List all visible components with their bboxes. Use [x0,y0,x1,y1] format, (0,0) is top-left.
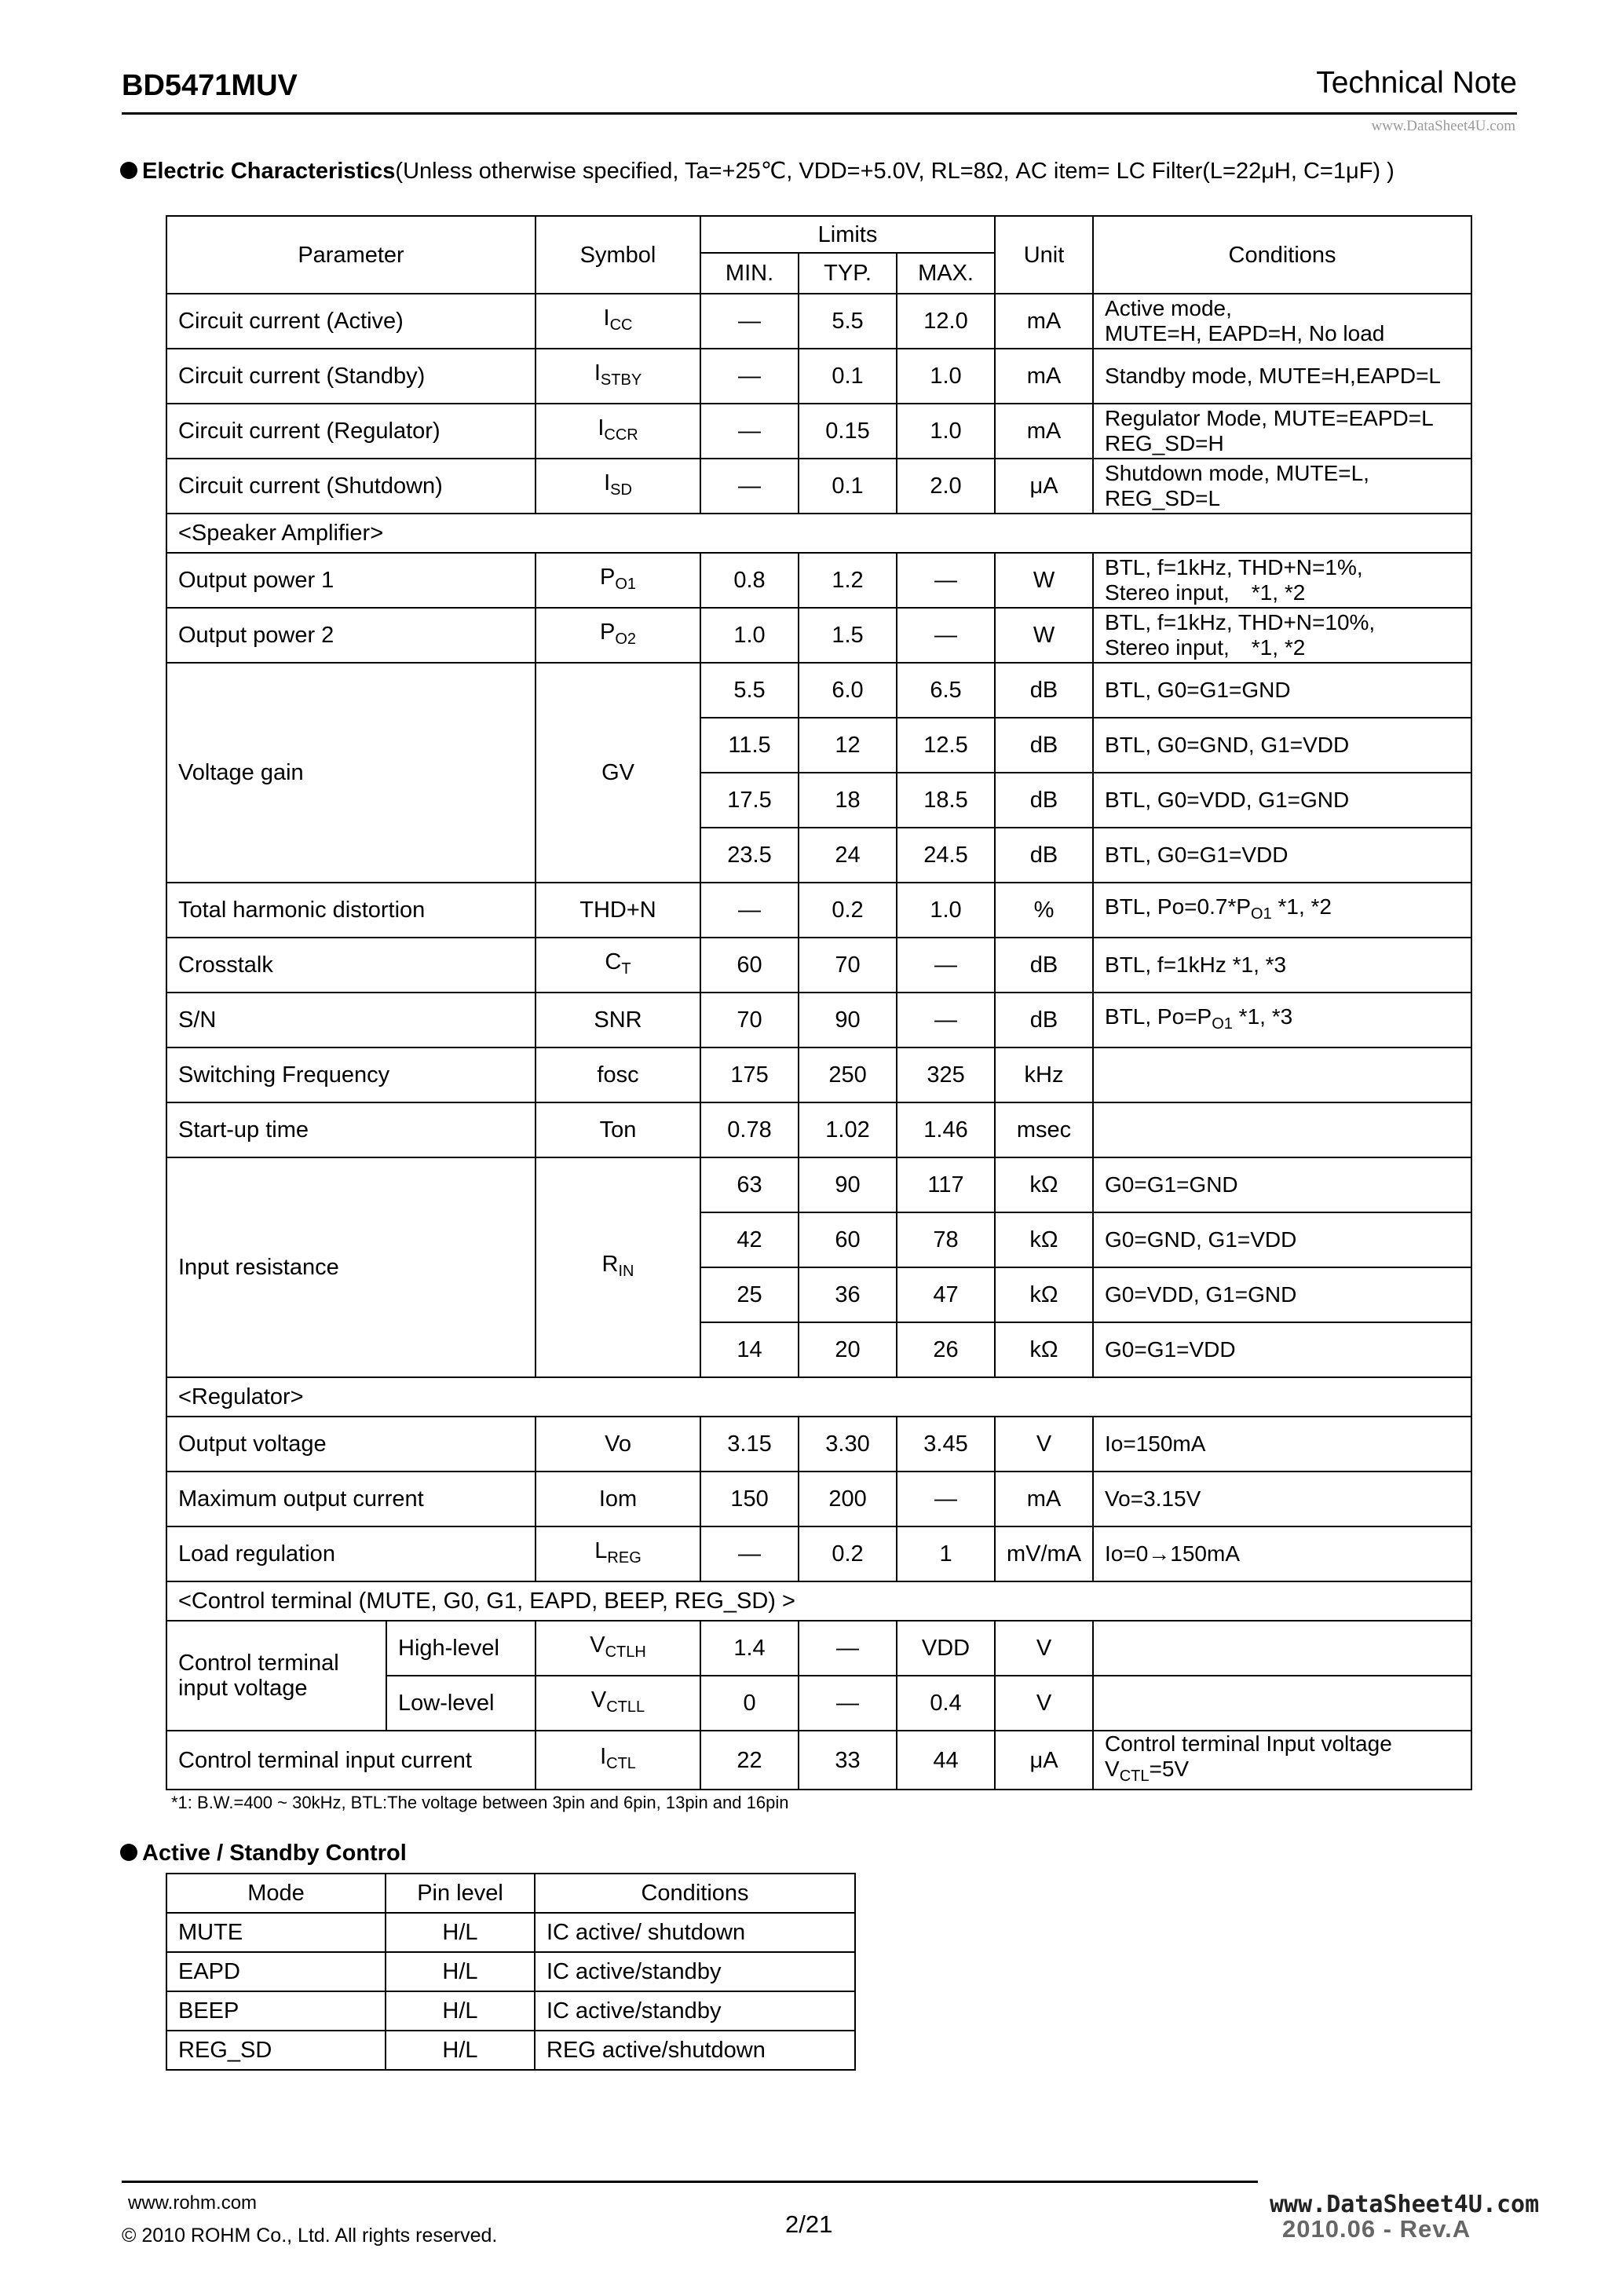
symbol-cell: Ton [536,1102,700,1157]
typ-cell: 90 [799,1157,897,1212]
param-cell: Input resistance [166,1157,536,1377]
max-cell: — [897,608,995,663]
min-cell: 60 [700,938,799,993]
max-cell: 24.5 [897,828,995,883]
pin-cell: H/L [386,2031,535,2070]
min-cell: — [700,883,799,938]
min-cell: 11.5 [700,718,799,773]
table-row [166,294,1471,349]
param-cell: Circuit current (Shutdown) [166,459,536,514]
typ-cell: 70 [799,938,897,993]
unit-cell: kΩ [995,1322,1093,1377]
typ-cell: 6.0 [799,663,897,718]
typ-cell: 0.1 [799,349,897,404]
symbol-cell: Vo [536,1417,700,1472]
max-cell: 1.46 [897,1102,995,1157]
cond-cell: G0=VDD, G1=GND [1093,1267,1471,1322]
min-cell: 42 [700,1212,799,1267]
cond-cell: Vo=3.15V [1093,1472,1471,1526]
cond-cell: Active mode, MUTE=H, EAPD=H, No load [1093,294,1471,349]
pin-cell: H/L [386,1991,535,2031]
param-cell: Circuit current (Regulator) [166,404,536,459]
max-cell: 78 [897,1212,995,1267]
min-cell: 5.5 [700,663,799,718]
header-row [166,216,1471,253]
level-cell: High-level [386,1621,536,1676]
hdr-parameter: Parameter [166,216,536,294]
standby-control-table [166,1873,856,2071]
param-cell: Maximum output current [166,1472,536,1526]
cond-cell: BTL, G0=GND, G1=VDD [1093,718,1471,773]
symbol-cell: $P_{O1}$ [536,553,700,608]
symbol-cell: THD+N [536,883,700,938]
symbol-cell: $L_{REG}$ [536,1526,700,1581]
symbol-cell: $V_{CTLH}$ [536,1621,700,1676]
unit-cell: dB [995,663,1093,718]
typ-cell: 24 [799,828,897,883]
electric-characteristics-table [166,215,1472,1790]
param-cell: Control terminal input voltage [166,1621,386,1731]
param-cell: Control terminal input current [166,1731,536,1790]
typ-cell: 1.2 [799,553,897,608]
table-row [166,1157,1471,1212]
typ-cell: 1.02 [799,1102,897,1157]
symbol-cell: GV [536,663,700,883]
cond-cell [1093,1621,1471,1676]
unit-cell: V [995,1676,1093,1731]
param-cell: Crosstalk [166,938,536,993]
hdr-max: MAX. [897,253,995,294]
unit-cell: μA [995,1731,1093,1790]
param-cell: Voltage gain [166,663,536,883]
unit-cell: mA [995,294,1093,349]
symbol-cell: $C_T$ [536,938,700,993]
table-row [166,993,1471,1047]
standby-section-title [120,1841,407,1866]
cond-cell: Io=0→150mA [1093,1526,1471,1581]
cond-cell: BTL, G0=VDD, G1=GND [1093,773,1471,828]
symbol-cell: $P_{O2}$ [536,608,700,663]
cond-cell: BTL, f=1kHz, THD+N=1%, Stereo input, *1, *2 [1093,553,1471,608]
header-watermark: www.DataSheet4U.com [1371,118,1515,134]
mode-cell: REG_SD [166,2031,386,2070]
typ-cell: 60 [799,1212,897,1267]
footer-copyright: © 2010 ROHM Co., Ltd. All rights reserved. [122,2225,498,2247]
symbol-cell: $I_{CTL}$ [536,1731,700,1790]
max-cell: VDD [897,1621,995,1676]
symbol-cell: Iom [536,1472,700,1526]
max-cell: 6.5 [897,663,995,718]
param-cell: Output power 1 [166,553,536,608]
typ-cell: 250 [799,1047,897,1102]
hdr-conditions: Conditions [535,1874,855,1913]
table-row [166,663,1471,718]
hdr-typ: TYP. [799,253,897,294]
table-row [166,883,1471,938]
hdr-conditions: Conditions [1093,216,1471,294]
min-cell: — [700,1526,799,1581]
hdr-min: MIN. [700,253,799,294]
regulator-section-label: <Regulator> [166,1377,1471,1417]
unit-cell: mA [995,349,1093,404]
min-cell: 25 [700,1267,799,1322]
typ-cell: 0.15 [799,404,897,459]
section-row [166,1581,1471,1621]
speaker-section-label: <Speaker Amplifier> [166,514,1471,553]
min-cell: 22 [700,1731,799,1790]
table-row [166,1952,855,1991]
unit-cell: dB [995,938,1093,993]
min-cell: 1.0 [700,608,799,663]
max-cell: 47 [897,1267,995,1322]
table-row [166,553,1471,608]
unit-cell: % [995,883,1093,938]
table-row [166,1102,1471,1157]
unit-cell: mV/mA [995,1526,1093,1581]
cond-cell: BTL, $Po=P_{O1}$ *1, *3 [1093,993,1471,1047]
max-cell: 1.0 [897,404,995,459]
cond-cell: BTL, G0=G1=GND [1093,663,1471,718]
param-cell: Circuit current (Standby) [166,349,536,404]
cond-cell: IC active/ shutdown [535,1913,855,1952]
max-cell: 0.4 [897,1676,995,1731]
footer-rule [122,2181,1258,2183]
bullet-icon [120,1844,137,1861]
revision: 2010.06 - Rev.A [1282,2215,1471,2243]
param-cell: Switching Frequency [166,1047,536,1102]
min-cell: — [700,404,799,459]
unit-cell: W [995,553,1093,608]
cond-cell: Control terminal Input voltage $V_{CTL}=5V$ [1093,1731,1471,1790]
min-cell: 150 [700,1472,799,1526]
mode-cell: MUTE [166,1913,386,1952]
mode-cell: BEEP [166,1991,386,2031]
header-row [166,1874,855,1913]
param-cell: Circuit current (Active) [166,294,536,349]
min-cell: — [700,294,799,349]
max-cell: 1.0 [897,349,995,404]
max-cell: — [897,938,995,993]
unit-cell: msec [995,1102,1093,1157]
symbol-cell: $I_{STBY}$ [536,349,700,404]
typ-cell: 20 [799,1322,897,1377]
table-row [166,1913,855,1952]
typ-cell: 0.1 [799,459,897,514]
cond-cell [1093,1676,1471,1731]
typ-cell: 36 [799,1267,897,1322]
cond-cell: IC active/standby [535,1991,855,2031]
footer-url[interactable]: www.rohm.com [128,2192,258,2214]
typ-cell: — [799,1621,897,1676]
param-cell: S/N [166,993,536,1047]
control-section-label: <Control terminal (MUTE, G0, G1, EAPD, BEEP, REG_SD) > [166,1581,1471,1621]
max-cell: 325 [897,1047,995,1102]
mode-cell: EAPD [166,1952,386,1991]
min-cell: 23.5 [700,828,799,883]
typ-cell: 33 [799,1731,897,1790]
max-cell: 2.0 [897,459,995,514]
typ-cell: — [799,1676,897,1731]
unit-cell: kΩ [995,1157,1093,1212]
hdr-limits: Limits [700,216,995,253]
table-row [166,1526,1471,1581]
max-cell: 1 [897,1526,995,1581]
min-cell: — [700,349,799,404]
symbol-cell: $I_{CC}$ [536,294,700,349]
table-row [166,2031,855,2070]
cond-cell: Regulator Mode, MUTE=EAPD=L REG_SD=H [1093,404,1471,459]
table-row [166,349,1471,404]
min-cell: 63 [700,1157,799,1212]
table-row [166,1417,1471,1472]
unit-cell: μA [995,459,1093,514]
cond-cell: G0=GND, G1=VDD [1093,1212,1471,1267]
unit-cell: kHz [995,1047,1093,1102]
typ-cell: 200 [799,1472,897,1526]
table-row [166,459,1471,514]
min-cell: 3.15 [700,1417,799,1472]
electric-title: Electric Characteristics [142,159,396,184]
param-cell: Load regulation [166,1526,536,1581]
footer-watermark: www.DataSheet4U.com [1270,2191,1540,2218]
typ-cell: 0.2 [799,1526,897,1581]
max-cell: — [897,553,995,608]
unit-cell: kΩ [995,1212,1093,1267]
hdr-mode: Mode [166,1874,386,1913]
unit-cell: kΩ [995,1267,1093,1322]
max-cell: 12.0 [897,294,995,349]
typ-cell: 18 [799,773,897,828]
min-cell: 1.4 [700,1621,799,1676]
max-cell: — [897,993,995,1047]
param-cell: Output power 2 [166,608,536,663]
min-cell: 14 [700,1322,799,1377]
typ-cell: 90 [799,993,897,1047]
max-cell: 3.45 [897,1417,995,1472]
unit-cell: V [995,1621,1093,1676]
unit-cell: W [995,608,1093,663]
header-rule [122,112,1517,115]
page-number: 2/21 [785,2210,833,2238]
max-cell: 117 [897,1157,995,1212]
cond-cell: BTL, $Po=0.7*P_{O1}$ *1, *2 [1093,883,1471,938]
table-row [166,1731,1471,1790]
unit-cell: dB [995,993,1093,1047]
hdr-symbol: Symbol [536,216,700,294]
symbol-cell: fosc [536,1047,700,1102]
cond-cell: REG active/shutdown [535,2031,855,2070]
symbol-cell: $I_{CCR}$ [536,404,700,459]
cond-cell [1093,1102,1471,1157]
hdr-unit: Unit [995,216,1093,294]
cond-cell: BTL, f=1kHz, THD+N=10%, Stereo input, *1, *2 [1093,608,1471,663]
unit-cell: V [995,1417,1093,1472]
typ-cell: 5.5 [799,294,897,349]
electric-section-title [120,157,1395,185]
symbol-cell: $V_{CTLL}$ [536,1676,700,1731]
min-cell: — [700,459,799,514]
table-row [166,404,1471,459]
cond-cell: Shutdown mode, MUTE=L, REG_SD=L [1093,459,1471,514]
electric-condition: (Unless otherwise specified, Ta=+25℃, VDD=+5.0V, RL=8Ω, AC item= LC Filter(L=22μH, C=1μF) ) [395,159,1395,184]
symbol-cell: $I_{SD}$ [536,459,700,514]
table-row [166,938,1471,993]
symbol-cell: $R_{IN}$ [536,1157,700,1377]
cond-cell: Standby mode, MUTE=H,EAPD=L [1093,349,1471,404]
pin-cell: H/L [386,1913,535,1952]
section-row [166,1377,1471,1417]
typ-cell: 1.5 [799,608,897,663]
section-row [166,514,1471,553]
max-cell: 12.5 [897,718,995,773]
level-cell: Low-level [386,1676,536,1731]
max-cell: 26 [897,1322,995,1377]
cond-cell: Io=150mA [1093,1417,1471,1472]
table-row [166,608,1471,663]
min-cell: 70 [700,993,799,1047]
doc-type: Technical Note [1316,66,1517,100]
min-cell: 0 [700,1676,799,1731]
typ-cell: 0.2 [799,883,897,938]
table-row [166,1991,855,2031]
pin-cell: H/L [386,1952,535,1991]
table-row [166,1472,1471,1526]
hdr-pin-level: Pin level [386,1874,535,1913]
cond-cell: BTL, G0=G1=VDD [1093,828,1471,883]
typ-cell: 3.30 [799,1417,897,1472]
unit-cell: dB [995,773,1093,828]
max-cell: — [897,1472,995,1526]
cond-cell: G0=G1=GND [1093,1157,1471,1212]
table-row [166,1047,1471,1102]
part-number: BD5471MUV [122,69,298,102]
min-cell: 175 [700,1047,799,1102]
unit-cell: dB [995,828,1093,883]
unit-cell: mA [995,404,1093,459]
param-cell: Total harmonic distortion [166,883,536,938]
symbol-cell: SNR [536,993,700,1047]
max-cell: 44 [897,1731,995,1790]
cond-cell: IC active/standby [535,1952,855,1991]
max-cell: 1.0 [897,883,995,938]
cond-cell: G0=G1=VDD [1093,1322,1471,1377]
unit-cell: mA [995,1472,1093,1526]
bullet-icon [120,162,137,179]
cond-cell [1093,1047,1471,1102]
min-cell: 0.78 [700,1102,799,1157]
min-cell: 17.5 [700,773,799,828]
max-cell: 18.5 [897,773,995,828]
param-cell: Output voltage [166,1417,536,1472]
typ-cell: 12 [799,718,897,773]
table-row [166,1621,1471,1676]
min-cell: 0.8 [700,553,799,608]
unit-cell: dB [995,718,1093,773]
standby-title: Active / Standby Control [142,1841,407,1866]
footnote: *1: B.W.=400 ~ 30kHz, BTL:The voltage between 3pin and 6pin, 13pin and 16pin [171,1793,789,1812]
cond-cell: BTL, f=1kHz *1, *3 [1093,938,1471,993]
param-cell: Start-up time [166,1102,536,1157]
